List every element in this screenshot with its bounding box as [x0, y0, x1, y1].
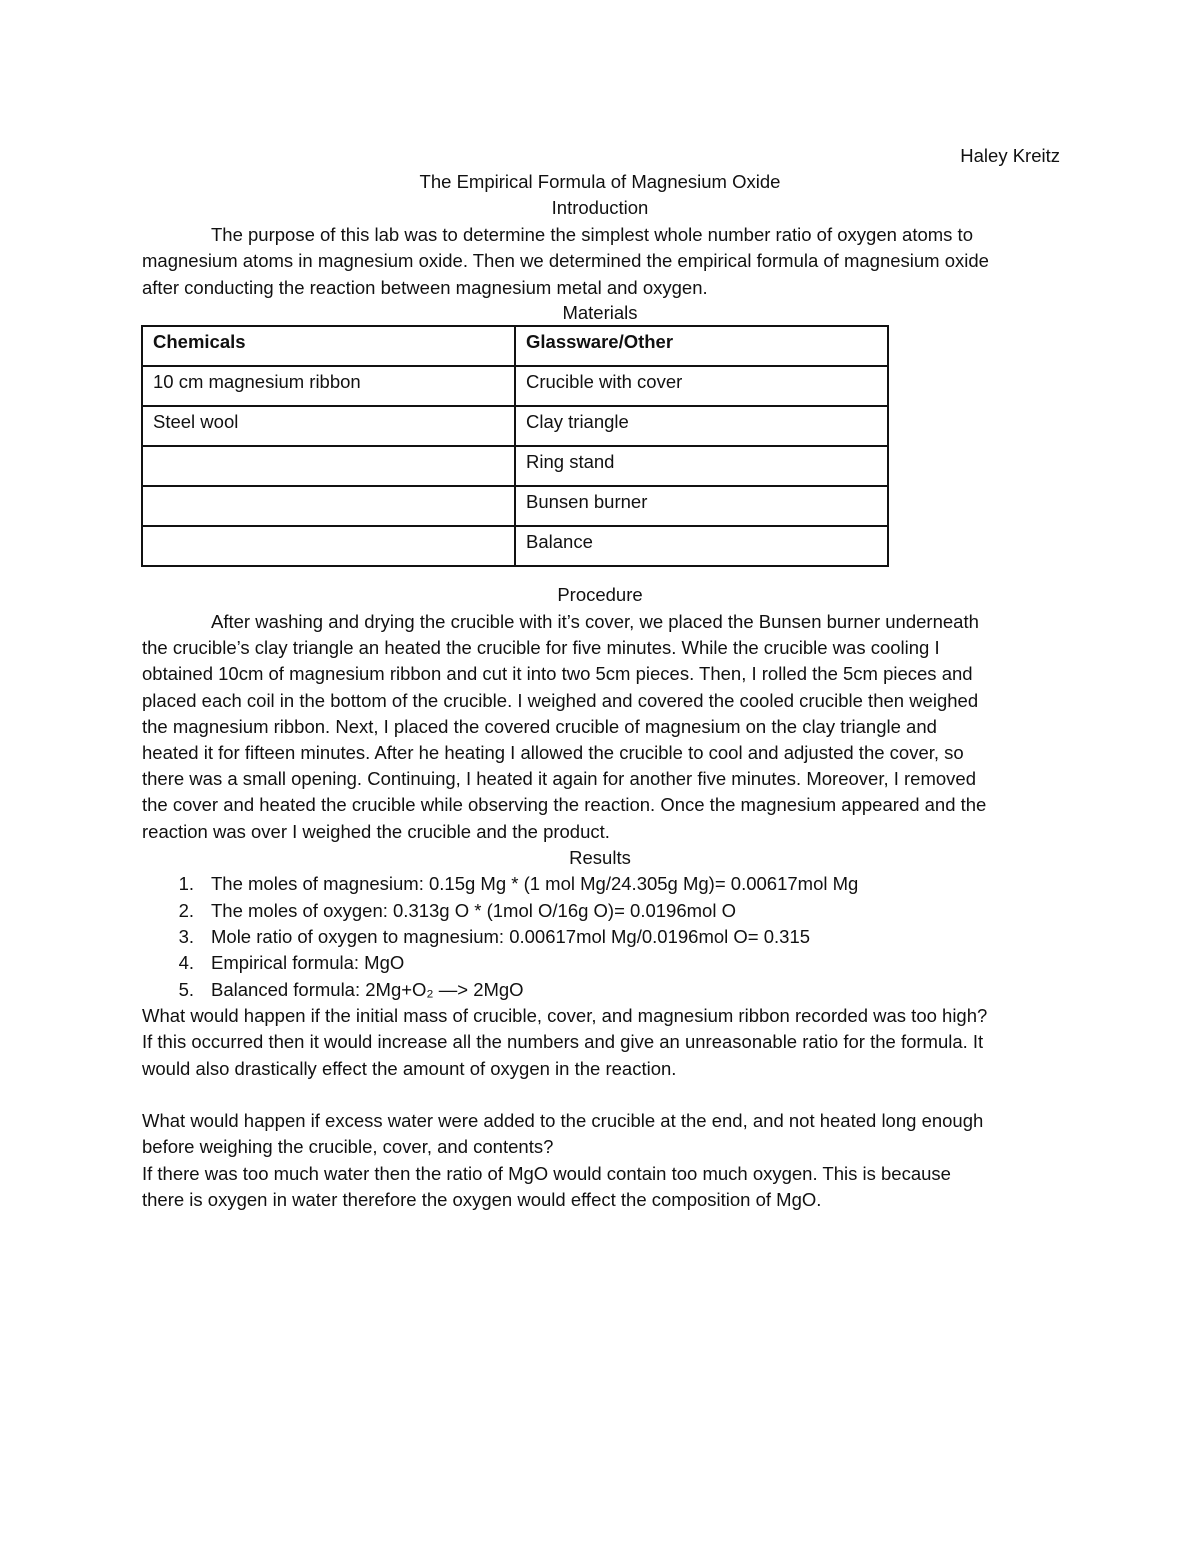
materials-heading: Materials [562, 302, 638, 323]
list-item-number: 2. [178, 900, 194, 921]
table-cell: 10 cm magnesium ribbon [142, 366, 515, 406]
table-cell: Crucible with cover [515, 366, 888, 406]
answer-2-line: there is oxygen in water therefore the oxygen would effect the composition of MgO. [142, 1189, 822, 1210]
procedure-line: the magnesium ribbon. Next, I placed the covered crucible of magnesium on the clay triangle and [142, 716, 937, 737]
document-title: The Empirical Formula of Magnesium Oxide [419, 171, 781, 192]
procedure-line: there was a small opening. Continuing, I heated it again for another five minutes. Moreover, I removed [142, 768, 976, 789]
table-row [142, 366, 888, 406]
answer-1-line: would also drastically effect the amount of oxygen in the reaction. [142, 1058, 677, 1079]
question-2-line: before weighing the crucible, cover, and contents? [142, 1136, 554, 1157]
table-cell: Balance [515, 526, 888, 566]
procedure-line: obtained 10cm of magnesium ribbon and cut it into two 5cm pieces. Then, I rolled the 5cm pieces and [142, 663, 973, 684]
procedure-line: placed each coil in the bottom of the crucible. I weighed and covered the cooled crucible then weighed [142, 690, 979, 711]
introduction-line: after conducting the reaction between magnesium metal and oxygen. [142, 277, 708, 298]
procedure-line: reaction was over I weighed the crucible and the product. [142, 821, 610, 842]
table-cell [142, 526, 515, 566]
table-row [142, 446, 888, 486]
procedure-line: the crucible’s clay triangle an heated the crucible for five minutes. While the crucible was cooling I [142, 637, 940, 658]
introduction-heading: Introduction [551, 197, 649, 218]
materials-table [141, 325, 889, 567]
table-row [142, 526, 888, 566]
question-1-line: What would happen if the initial mass of crucible, cover, and magnesium ribbon recorded was too high? [142, 1005, 988, 1026]
question-2-line: What would happen if excess water were added to the crucible at the end, and not heated long enough [142, 1110, 984, 1131]
list-item: The moles of magnesium: 0.15g Mg * (1 mol Mg/24.305g Mg)= 0.00617mol Mg [211, 873, 859, 894]
introduction-line: The purpose of this lab was to determine the simplest whole number ratio of oxygen atoms to [211, 224, 973, 245]
procedure-line: heated it for fifteen minutes. After he heating I allowed the crucible to cool and adjusted the cover, so [142, 742, 964, 763]
list-item-number: 1. [178, 873, 194, 894]
list-item-number: 3. [178, 926, 194, 947]
table-row [142, 486, 888, 526]
table-cell [142, 446, 515, 486]
table-row [142, 406, 888, 446]
procedure-heading: Procedure [557, 584, 643, 605]
column-header-chemicals: Chemicals [142, 326, 515, 366]
table-cell: Ring stand [515, 446, 888, 486]
table-cell: Bunsen burner [515, 486, 888, 526]
introduction-line: magnesium atoms in magnesium oxide. Then we determined the empirical formula of magnesium oxide [142, 250, 989, 271]
author-name: Haley Kreitz [960, 145, 1060, 166]
answer-1-line: If this occurred then it would increase all the numbers and give an unreasonable ratio for the formula. It [142, 1031, 984, 1052]
list-item: Mole ratio of oxygen to magnesium: 0.00617mol Mg/0.0196mol O= 0.315 [211, 926, 811, 947]
procedure-line: After washing and drying the crucible with it’s cover, we placed the Bunsen burner underneath [211, 611, 979, 632]
procedure-line: the cover and heated the crucible while observing the reaction. Once the magnesium appeared and the [142, 794, 987, 815]
list-item-number: 4. [178, 952, 194, 973]
column-header-glassware: Glassware/Other [515, 326, 888, 366]
answer-2-line: If there was too much water then the ratio of MgO would contain too much oxygen. This is because [142, 1163, 951, 1184]
list-item-number: 5. [178, 979, 194, 1000]
table-cell [142, 486, 515, 526]
table-cell: Clay triangle [515, 406, 888, 446]
list-item: Balanced formula: 2Mg+O₂ —> 2MgO [211, 979, 524, 1000]
table-header-row [142, 326, 888, 366]
list-item: Empirical formula: MgO [211, 952, 405, 973]
list-item: The moles of oxygen: 0.313g O * (1mol O/16g O)= 0.0196mol O [211, 900, 736, 921]
results-heading: Results [569, 847, 631, 868]
table-cell: Steel wool [142, 406, 515, 446]
